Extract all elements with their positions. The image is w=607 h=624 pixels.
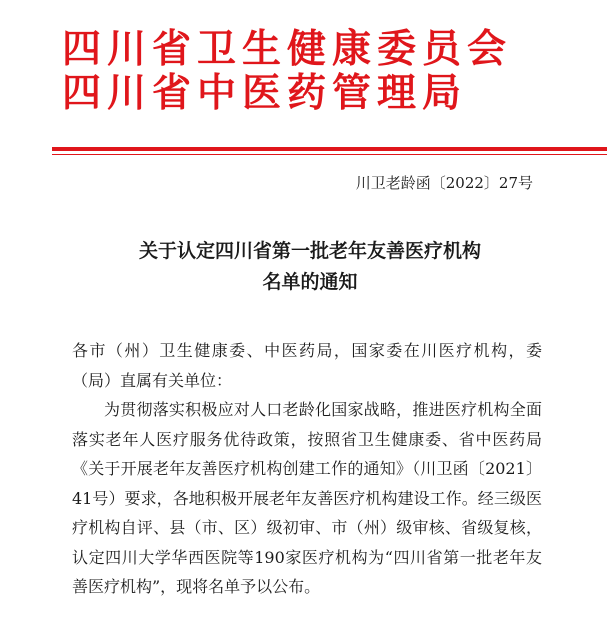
document-title-line2: 名单的通知 bbox=[262, 271, 358, 293]
header-divider-thick bbox=[52, 147, 607, 151]
issuer-name-health-commission: 四川省卫生健康委员会 bbox=[62, 27, 513, 72]
issuer-header bbox=[62, 28, 562, 116]
document-number: 川卫老龄函〔2022〕27号 bbox=[355, 174, 533, 192]
addressee: 各市（州）卫生健康委、中医药局，国家委在川医疗机构，委（局）直属有关单位： bbox=[72, 341, 542, 390]
issuer-name-tcm-bureau: 四川省中医药管理局 bbox=[62, 71, 468, 116]
document-title-line1: 关于认定四川省第一批老年友善医疗机构 bbox=[138, 240, 481, 262]
body-paragraph: 为贯彻落实积极应对人口老龄化国家战略，推进医疗机构全面落实老年人医疗服务优待政策，按照省卫生健康委、省中医药局《关于开展老年友善医疗机构创建工作的通知》（川卫函〔2021〕41号）要求，各地积极开展老年友善医疗机构建设工作。经三级医疗机构自评、县（市、区）级初审、市（州）级审核、省级复核，认定四川大学华西医院等190家医疗机构为“四川省第一批老年友善医疗机构”，现将名单予以公布。 bbox=[72, 400, 542, 596]
document-title bbox=[70, 236, 550, 298]
document-body bbox=[72, 336, 542, 602]
header-divider-thin bbox=[52, 154, 607, 155]
